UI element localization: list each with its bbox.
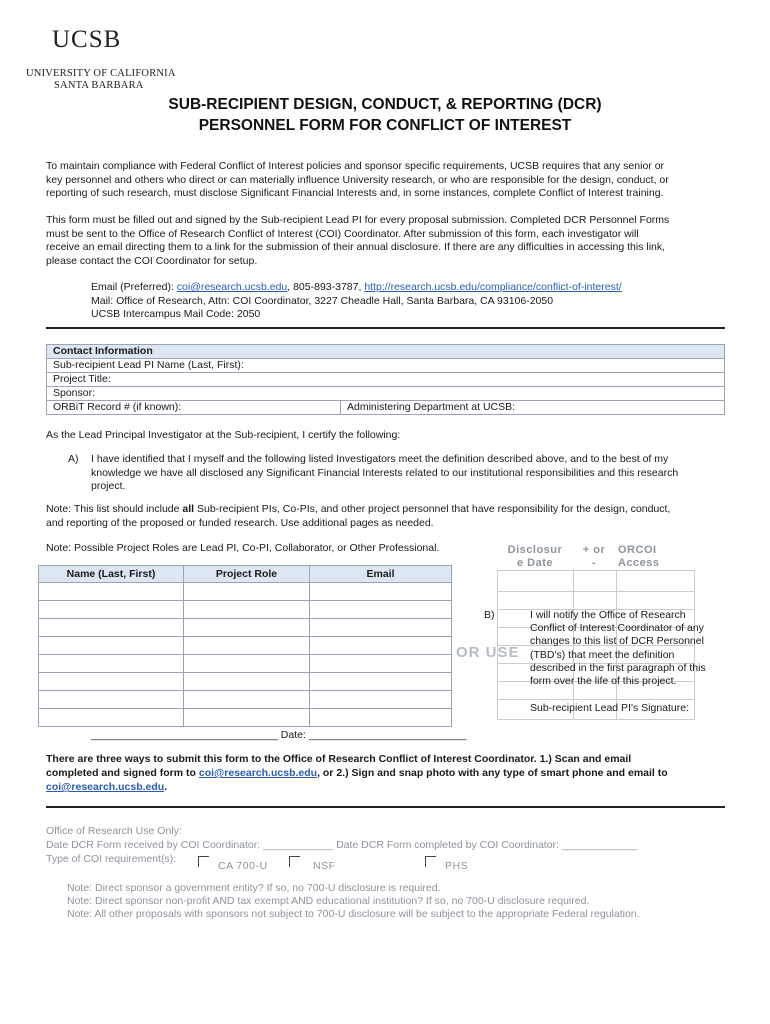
ghost-text: e Date bbox=[516, 557, 554, 569]
note-text: Note: This list should include bbox=[46, 503, 183, 515]
submit-instructions bbox=[46, 752, 736, 794]
ghost-plus-minus-header bbox=[576, 544, 612, 570]
intro-p1-line: key personnel and others who direct or can materially influence University research, or who are responsible for the design, conduct, or bbox=[46, 173, 669, 186]
intro-p2-line: This form must be filled out and signed by the Sub-recipient Lead PI for every proposal submission. Completed DCR Personnel Forms bbox=[46, 214, 670, 226]
email-cell[interactable] bbox=[310, 619, 452, 637]
name-cell[interactable] bbox=[39, 709, 184, 727]
table-row bbox=[39, 637, 452, 655]
table-row bbox=[39, 691, 452, 709]
item-b-line: form over the life of this project. bbox=[530, 675, 677, 688]
note-other: Note: All other proposals with sponsors not subject to 700-U disclosure will be subject to the appropriate Federal regulation. bbox=[67, 908, 640, 920]
submit-email-link-1[interactable]: coi@research.ucsb.edu bbox=[198, 767, 318, 779]
item-b-line: described in the first paragraph of this bbox=[530, 661, 706, 674]
email-cell[interactable] bbox=[310, 637, 452, 655]
submit-text: . bbox=[164, 781, 168, 793]
office-use-title: Office of Research Use Only: bbox=[46, 825, 182, 837]
ucsb-logo: UCSB bbox=[52, 26, 122, 53]
submit-line: There are three ways to submit this form to the Office of Research Conflict of Interest Coordinator. 1.) Scan and email bbox=[46, 753, 632, 765]
pi-signature-label: Sub-recipient Lead PI's Signature: bbox=[530, 702, 690, 714]
table-row bbox=[39, 673, 452, 691]
ghost-text: Access bbox=[618, 557, 660, 569]
ghost-or-use-text: OR USE bbox=[456, 644, 520, 661]
coi-email-link[interactable]: coi@research.ucsb.edu bbox=[176, 281, 288, 293]
role-cell[interactable] bbox=[184, 619, 310, 637]
logo-campus-line: SANTA BARBARA bbox=[54, 80, 144, 91]
office-use-type-label: Type of COI requirement(s): bbox=[46, 853, 177, 865]
sponsor-field[interactable]: Sponsor: bbox=[47, 387, 725, 401]
col-header-role: Project Role bbox=[184, 566, 310, 583]
contact-info-header: Contact Information bbox=[47, 345, 725, 359]
email-cell[interactable] bbox=[310, 655, 452, 673]
name-cell[interactable] bbox=[39, 619, 184, 637]
intro-p2-line: must be sent to the Office of Research Conflict of Interest (COI) Coordinator. After submission of this form, each investigator will bbox=[46, 227, 639, 240]
item-b-line: Conflict of Interest Coordinator of any bbox=[530, 622, 704, 635]
note-text: Sub-recipient PIs, Co-PIs, and other project personnel that have responsibility for the design, conduct, bbox=[194, 503, 671, 515]
note-project-roles: Note: Possible Project Roles are Lead PI, Co-PI, Collaborator, or Other Professional. bbox=[46, 542, 440, 554]
role-cell[interactable] bbox=[184, 691, 310, 709]
table-row bbox=[39, 583, 452, 601]
role-cell[interactable] bbox=[184, 709, 310, 727]
ghost-orcoi-access-header bbox=[618, 544, 670, 570]
project-title-field[interactable]: Project Title: bbox=[47, 373, 725, 387]
item-b-line: (TBD's) that meet the definition bbox=[530, 648, 675, 661]
table-row bbox=[39, 709, 452, 727]
role-cell[interactable] bbox=[184, 601, 310, 619]
email-label: Email (Preferred): bbox=[91, 281, 177, 293]
item-a-line: project. bbox=[91, 480, 126, 492]
personnel-table bbox=[38, 565, 452, 727]
item-b-line: I will notify the Office of Research bbox=[530, 609, 686, 621]
item-b-text bbox=[530, 609, 730, 688]
intro-paragraph-1 bbox=[46, 160, 726, 201]
item-a-line: knowledge we have all disclosed any Significant Financial Interests related to our institutional responsibilities and this research bbox=[91, 466, 679, 479]
lead-pi-field[interactable]: Sub-recipient Lead PI Name (Last, First): bbox=[47, 359, 725, 373]
intro-p1-line: reporting of such research, must disclose Significant Financial Interests and, in some instances, complete Conflict of Interest training. bbox=[46, 187, 664, 199]
submit-email-link-2[interactable]: coi@research.ucsb.edu bbox=[46, 781, 165, 793]
note-bold: all bbox=[182, 503, 195, 515]
col-header-name: Name (Last, First) bbox=[39, 566, 184, 583]
table-row bbox=[39, 601, 452, 619]
name-cell[interactable] bbox=[39, 583, 184, 601]
table-row bbox=[39, 619, 452, 637]
administering-department-field[interactable]: Administering Department at UCSB: bbox=[341, 401, 725, 415]
item-a-text bbox=[91, 453, 731, 494]
ghost-disclosure-date-header bbox=[503, 544, 567, 570]
intro-p2-line: please contact the COI Coordinator for setup. bbox=[46, 254, 258, 267]
submit-text: completed and signed form to bbox=[46, 767, 199, 779]
submit-text: , or 2.) Sign and snap photo with any type of smart phone and email to bbox=[317, 767, 668, 779]
nsf-checkbox[interactable] bbox=[289, 856, 300, 867]
item-a-line: I have identified that I myself and the following listed Investigators meet the definition described above, and to the best of my bbox=[91, 453, 669, 465]
role-cell[interactable] bbox=[184, 655, 310, 673]
phs-label: PHS bbox=[445, 860, 469, 872]
item-b-marker: B) bbox=[484, 609, 495, 621]
nsf-label: NSF bbox=[313, 860, 336, 872]
ca700u-label: CA 700-U bbox=[218, 860, 268, 872]
note-government: Note: Direct sponsor a government entity? If so, no 700-U disclosure is required. bbox=[67, 882, 441, 894]
email-cell[interactable] bbox=[310, 673, 452, 691]
signature-date-line[interactable]: ________________________________ Date: ___________________________ bbox=[91, 729, 467, 741]
logo-university-line: UNIVERSITY OF CALIFORNIA bbox=[26, 68, 176, 79]
email-cell[interactable] bbox=[310, 709, 452, 727]
phs-checkbox[interactable] bbox=[425, 856, 436, 867]
intro-p1-line: To maintain compliance with Federal Conflict of Interest policies and sponsor specific requirements, UCSB requires that any senior or bbox=[46, 160, 665, 172]
col-header-email: Email bbox=[310, 566, 452, 583]
name-cell[interactable] bbox=[39, 637, 184, 655]
contact-email-line bbox=[91, 281, 622, 295]
contact-information-table bbox=[46, 344, 725, 415]
name-cell[interactable] bbox=[39, 655, 184, 673]
section-divider bbox=[46, 806, 725, 808]
name-cell[interactable] bbox=[39, 601, 184, 619]
ghost-text: ORCOI bbox=[618, 544, 657, 556]
certify-lead-text: As the Lead Principal Investigator at the Sub-recipient, I certify the following: bbox=[46, 429, 401, 441]
role-cell[interactable] bbox=[184, 637, 310, 655]
coi-website-link[interactable]: http://research.ucsb.edu/compliance/conflict-of-interest/ bbox=[364, 281, 622, 293]
orbit-record-field[interactable]: ORBiT Record # (if known): bbox=[47, 401, 341, 415]
contact-phone: , 805-893-3787, bbox=[287, 281, 365, 293]
contact-mail-line: Mail: Office of Research, Attn: COI Coordinator, 3227 Cheadle Hall, Santa Barbara, CA 93106-2050 bbox=[91, 295, 554, 307]
item-b-line: changes to this list of DCR Personnel bbox=[530, 635, 704, 648]
contact-intercampus-line: UCSB Intercampus Mail Code: 2050 bbox=[91, 308, 261, 320]
ghost-text: + or bbox=[582, 544, 606, 556]
note-include-all bbox=[46, 503, 736, 530]
page-title-line2: PERSONNEL FORM FOR CONFLICT OF INTEREST bbox=[198, 117, 572, 134]
note-text: and reporting of the proposed or funded research. Use additional pages as needed. bbox=[46, 516, 434, 529]
role-cell[interactable] bbox=[184, 673, 310, 691]
email-cell[interactable] bbox=[310, 691, 452, 709]
table-row bbox=[39, 655, 452, 673]
note-nonprofit: Note: Direct sponsor non-profit AND tax exempt AND educational institution? If so, no 700-U disclosure required. bbox=[67, 895, 590, 907]
role-cell[interactable] bbox=[184, 583, 310, 601]
email-cell[interactable] bbox=[310, 601, 452, 619]
ca700u-checkbox[interactable] bbox=[198, 856, 209, 867]
item-a-marker: A) bbox=[68, 453, 79, 465]
intro-p2-line: receive an email directing them to a link for the submission of their annual disclosure. If there are any difficulties in accessing this link, bbox=[46, 241, 666, 253]
section-divider bbox=[46, 327, 725, 329]
intro-paragraph-2 bbox=[46, 214, 726, 268]
name-cell[interactable] bbox=[39, 691, 184, 709]
ghost-text: Disclosur bbox=[507, 544, 563, 556]
page-title-line1: SUB-RECIPIENT DESIGN, CONDUCT, & REPORTING (DCR) bbox=[168, 96, 602, 113]
name-cell[interactable] bbox=[39, 673, 184, 691]
office-use-received: Date DCR Form received by COI Coordinator: ____________ Date DCR Form completed by COI Coordinator: _____________ bbox=[46, 839, 638, 851]
email-cell[interactable] bbox=[310, 583, 452, 601]
ghost-text: - bbox=[591, 557, 597, 569]
